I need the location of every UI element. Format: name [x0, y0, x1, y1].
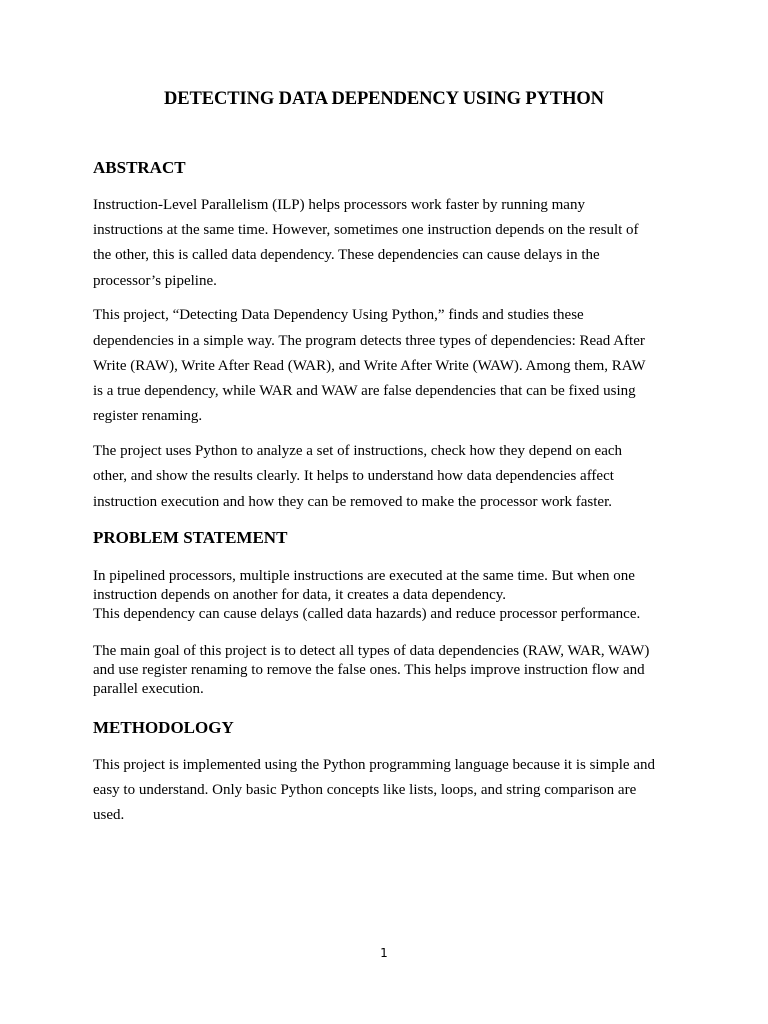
text-line: In pipelined processors, multiple instructions are executed at the same time. But when one [93, 568, 635, 584]
document-title: DETECTING DATA DEPENDENCY USING PYTHON [164, 89, 604, 109]
text-line: instructions at the same time. However, sometimes one instruction depends on the result of [93, 222, 639, 238]
text-line: dependencies in a simple way. The program detects three types of dependencies: Read After [93, 333, 645, 349]
text-line: The main goal of this project is to detect all types of data dependencies (RAW, WAR, WAW) [93, 643, 650, 659]
page-number: 1 [380, 946, 388, 960]
text-line: The project uses Python to analyze a set of instructions, check how they depend on each [93, 443, 623, 459]
text-line: is a true dependency, while WAR and WAW are false dependencies that can be fixed using [93, 383, 636, 399]
text-line: and use register renaming to remove the false ones. This helps improve instruction flow and [93, 662, 645, 678]
text-line: used. [93, 807, 125, 823]
text-line: instruction execution and how they can be removed to make the processor work faster. [93, 494, 613, 510]
text-line: register renaming. [93, 408, 203, 424]
abstract-heading: ABSTRACT [93, 158, 186, 177]
text-line: processor’s pipeline. [93, 273, 217, 289]
text-line: Write (RAW), Write After Read (WAR), and Write After Write (WAW). Among them, RAW [93, 358, 646, 374]
text-line: easy to understand. Only basic Python concepts like lists, loops, and string comparison are [93, 782, 637, 798]
problem-statement-heading: PROBLEM STATEMENT [93, 528, 288, 547]
text-line: instruction depends on another for data, it creates a data dependency. [93, 587, 507, 603]
methodology-heading: METHODOLOGY [93, 718, 234, 737]
text-line: This dependency can cause delays (called data hazards) and reduce processor performance. [93, 606, 641, 622]
text-line: This project is implemented using the Python programming language because it is simple and [93, 757, 655, 773]
text-line: parallel execution. [93, 681, 204, 697]
text-line: the other, this is called data dependency. These dependencies can cause delays in the [93, 247, 600, 263]
text-line: other, and show the results clearly. It helps to understand how data dependencies affect [93, 468, 614, 484]
text-line: Instruction-Level Parallelism (ILP) helps processors work faster by running many [93, 197, 585, 213]
text-line: This project, “Detecting Data Dependency Using Python,” finds and studies these [93, 307, 584, 323]
